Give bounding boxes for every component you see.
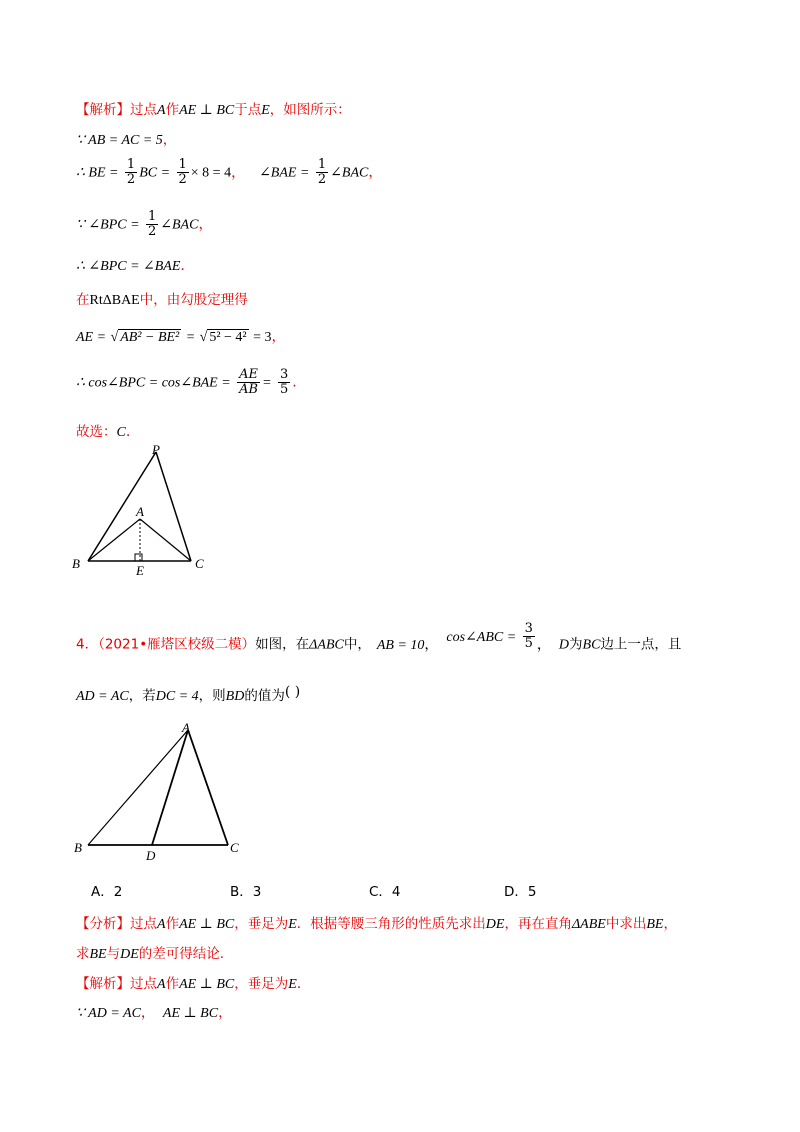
numerator: 1: [317, 157, 327, 172]
text: 的差可得结论.: [138, 946, 225, 962]
math-expr: AE ⊥ BC: [179, 103, 235, 118]
math-expr: ∠BAC: [330, 165, 369, 181]
text: ，: [271, 329, 286, 345]
right-angle-mark: [135, 554, 142, 561]
text: ，: [140, 1005, 155, 1021]
label-b: B: [74, 840, 82, 855]
text: 如图，在: [255, 636, 310, 653]
label-c: C: [195, 556, 204, 571]
analysis-tag: 【解析】: [76, 102, 130, 118]
text: .: [296, 976, 302, 992]
sol3-line9: [76, 420, 130, 441]
analysis-tag: 【分析】: [76, 916, 130, 932]
math-expr: DE: [120, 947, 139, 962]
figure-triangle-abc: [70, 718, 250, 863]
question-number: 4．: [76, 636, 99, 653]
numerator: 1: [178, 157, 187, 172]
sol3-line1: [76, 98, 351, 119]
text: ，: [218, 1005, 233, 1021]
text: ，再在直角: [504, 916, 572, 932]
fraction: [316, 158, 328, 187]
analysis-line1: [76, 912, 677, 933]
figure-triangle-bpc: [68, 440, 218, 580]
question-source: （2021•雁塔区校级二模）: [98, 636, 256, 653]
text: 故选：: [76, 424, 117, 440]
math-expr: AB = 10: [376, 637, 425, 653]
math-expr: =: [185, 330, 196, 345]
segment-ac: [140, 519, 191, 561]
numerator: 1: [126, 157, 136, 172]
sol4-line1: [76, 972, 301, 993]
math-expr: ∴ ∠BPC = ∠BAE: [76, 259, 181, 274]
math-expr: ∵ AB = AC = 5: [76, 133, 163, 148]
math-expr: ∵ AD = AC: [76, 1006, 141, 1021]
sol3-line5: [76, 258, 185, 275]
sol3-line2: [76, 128, 176, 149]
sol3-line3: [76, 158, 382, 187]
sol3-line6: [76, 288, 248, 309]
math-expr: AD = AC: [76, 689, 129, 704]
point-label: E: [288, 977, 297, 992]
math-expr: AE ⊥ BC: [179, 917, 235, 932]
label-b: B: [72, 556, 80, 571]
sol3-line4: [76, 210, 212, 239]
text: 过点: [130, 916, 157, 932]
text: .: [180, 258, 185, 274]
denominator: 5: [280, 382, 289, 397]
text: 求: [76, 946, 90, 962]
math-expr: RtΔBAE: [89, 293, 140, 308]
fraction: [278, 368, 290, 397]
text: 边上一点，且: [600, 636, 682, 653]
math-expr: ΔABE: [571, 917, 606, 932]
math-expr: cos∠ABC =: [446, 629, 517, 645]
denominator: 5: [524, 636, 533, 651]
text: 与: [106, 946, 121, 962]
fraction: [177, 158, 189, 187]
option-b: B．3: [230, 884, 262, 900]
text: 过点: [130, 102, 157, 118]
segment-pc: [156, 452, 191, 561]
fraction: [237, 368, 260, 397]
label-a: A: [136, 504, 144, 519]
text: ，: [424, 636, 439, 653]
numerator: 3: [524, 621, 533, 636]
segment-ac: [188, 730, 228, 845]
point-label: A: [157, 103, 166, 118]
math-expr: BE: [646, 917, 664, 932]
option-d: D．5: [504, 884, 537, 900]
math-expr: =: [262, 375, 272, 391]
text: ，垂足为: [234, 976, 289, 992]
text: 作: [165, 916, 180, 932]
text: ．根据等腰三角形的性质先求出: [296, 916, 486, 932]
answer-choice: C: [116, 425, 126, 440]
fraction: [125, 158, 137, 187]
math-expr: AE ⊥ BC: [179, 977, 235, 992]
sqrt-sign: √: [110, 330, 119, 345]
math-expr: BC: [582, 637, 601, 653]
text: 于点: [234, 102, 262, 118]
label-p: P: [152, 442, 160, 457]
analysis-line2: [76, 942, 224, 963]
sqrt-expr: AB² − BE²: [120, 330, 180, 345]
math-expr: × 8 = 4: [190, 165, 232, 181]
math-expr: DE: [485, 917, 505, 932]
text: ，: [368, 164, 383, 181]
denominator: 2: [178, 172, 187, 187]
text: 作: [165, 102, 180, 118]
label-e: E: [136, 563, 144, 578]
segment-bp: [88, 452, 156, 561]
segment-ba: [88, 519, 140, 561]
q4-line2: [76, 684, 300, 705]
denominator: 2: [317, 172, 327, 187]
text: ，: [231, 164, 246, 181]
segment-ad: [152, 730, 188, 845]
text: ，垂足为: [234, 916, 289, 932]
math-expr: = 3: [253, 330, 272, 345]
analysis-tag: 【解析】: [76, 976, 130, 992]
text: ，则: [198, 688, 226, 704]
numerator: AE: [237, 368, 260, 383]
denominator: 2: [126, 172, 136, 187]
denominator: AB: [239, 382, 259, 397]
sqrt-sign: √: [199, 330, 208, 345]
text: .: [125, 424, 131, 440]
sqrt-expr: 5² − 4²: [209, 330, 247, 345]
math-expr: ∠BAE =: [259, 165, 310, 181]
label-c: C: [230, 840, 239, 855]
sol3-line7: [76, 326, 285, 346]
option-a: A．2: [91, 884, 123, 900]
math-expr: BD: [225, 689, 245, 704]
text: 在: [76, 292, 90, 308]
math-expr: BC =: [139, 165, 171, 181]
sol4-line2: [76, 1002, 232, 1022]
math-expr: AE =: [76, 330, 107, 345]
q4-line1: [76, 621, 682, 659]
numerator: 1: [147, 209, 157, 224]
math-expr: ∠BAC: [160, 217, 199, 233]
text: ，若: [128, 688, 156, 704]
text: 为: [569, 636, 583, 653]
math-expr: DC = 4: [155, 689, 199, 704]
point-label: E: [288, 917, 297, 932]
math-expr: ∵ ∠BPC =: [76, 217, 140, 233]
text: ，: [198, 216, 213, 233]
fraction: [146, 210, 158, 239]
math-expr: ∴ BE =: [76, 165, 119, 181]
math-expr: ∴ cos∠BPC = cos∠BAE =: [76, 375, 231, 391]
label-d: D: [146, 848, 156, 863]
text: 中，: [343, 636, 371, 653]
point-label: A: [157, 917, 166, 932]
math-expr: ΔABC: [309, 637, 344, 653]
text: 作: [165, 976, 180, 992]
text: ，: [162, 132, 177, 148]
text: .: [292, 374, 297, 391]
answer-blank: ( ): [284, 684, 301, 700]
point-label: D: [558, 637, 570, 653]
text: ，: [536, 636, 551, 653]
text: 中求出: [605, 916, 647, 932]
point-label: A: [157, 977, 166, 992]
math-expr: AE ⊥ BC: [162, 1006, 219, 1021]
denominator: 2: [147, 224, 157, 239]
label-a: A: [182, 720, 190, 735]
option-c: C．4: [369, 884, 401, 900]
point-label: E: [261, 103, 270, 118]
text: 中，由勾股定理得: [139, 292, 248, 308]
fraction: [523, 622, 535, 651]
text: ，: [663, 916, 677, 932]
segment-ba: [88, 730, 188, 845]
text: 的值为: [244, 688, 285, 704]
text: ，如图所示：: [269, 102, 351, 118]
text: 过点: [130, 976, 157, 992]
sol3-line8: [76, 368, 297, 397]
math-expr: BE: [89, 947, 107, 962]
numerator: 3: [280, 367, 289, 382]
